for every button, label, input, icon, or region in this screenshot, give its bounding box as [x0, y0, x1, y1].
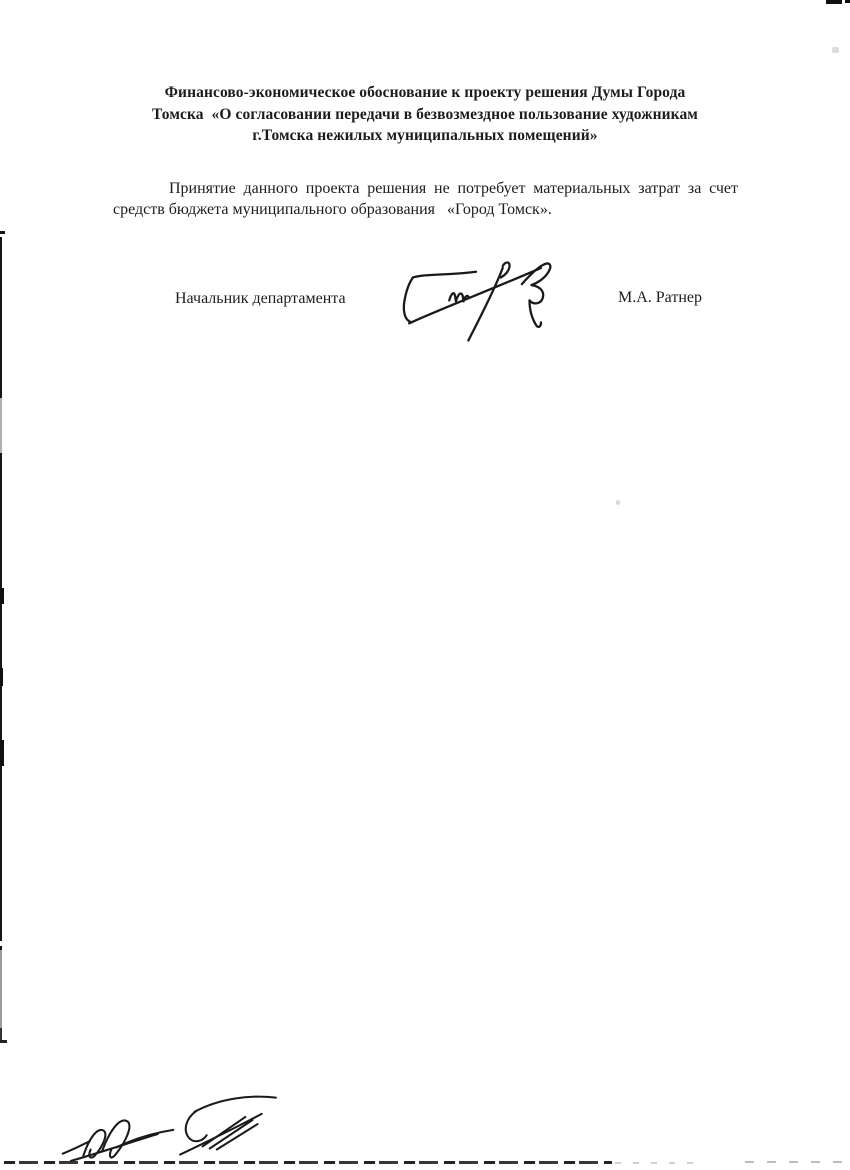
- scan-artifact-edge-blob-3: [0, 740, 4, 766]
- scan-artifact-bottom-dashes-faint: [745, 1161, 845, 1163]
- body-line-2: средств бюджета муниципального образования «Город Томск».: [113, 201, 552, 218]
- scan-artifact-edge-tick-top: [0, 231, 5, 234]
- body-paragraph: [113, 178, 738, 220]
- title-line-2: Томска «О согласовании передачи в безвозмездное пользование художникам: [152, 105, 698, 123]
- scan-artifact-bottom-dashes-mid: [615, 1162, 705, 1164]
- signer-name: М.А. Ратнер: [618, 289, 703, 306]
- footer-signature-1-icon: [56, 1102, 181, 1164]
- scan-artifact-edge-gray: [0, 950, 2, 1030]
- scan-artifact-edge-fade: [0, 398, 2, 453]
- scan-artifact-speck: [832, 47, 839, 53]
- scan-artifact-edge-tick-bottom: [0, 1040, 7, 1043]
- title-line-3: г.Томска нежилых муниципальных помещений»: [252, 127, 598, 144]
- body-line-1: Принятие данного проекта решения не потребует материальных затрат за счет: [169, 180, 738, 197]
- scan-artifact-edge-blob-2: [0, 668, 3, 686]
- director-signature-icon: [390, 252, 562, 344]
- scan-artifact-edge-blob: [0, 588, 4, 604]
- scan-artifact-speck-2: [616, 500, 620, 505]
- signer-position-label: Начальник департамента: [175, 290, 346, 307]
- scan-artifact-edge-gap: [0, 941, 3, 946]
- title-line-1: Финансово-экономическое обоснование к проекту решения Думы Города: [164, 84, 686, 101]
- document-title: [100, 82, 750, 147]
- scan-artifact-top-bar-2: [845, 0, 850, 3]
- scan-artifact-top-bar: [826, 0, 842, 4]
- footer-signature-2-icon: [170, 1085, 282, 1157]
